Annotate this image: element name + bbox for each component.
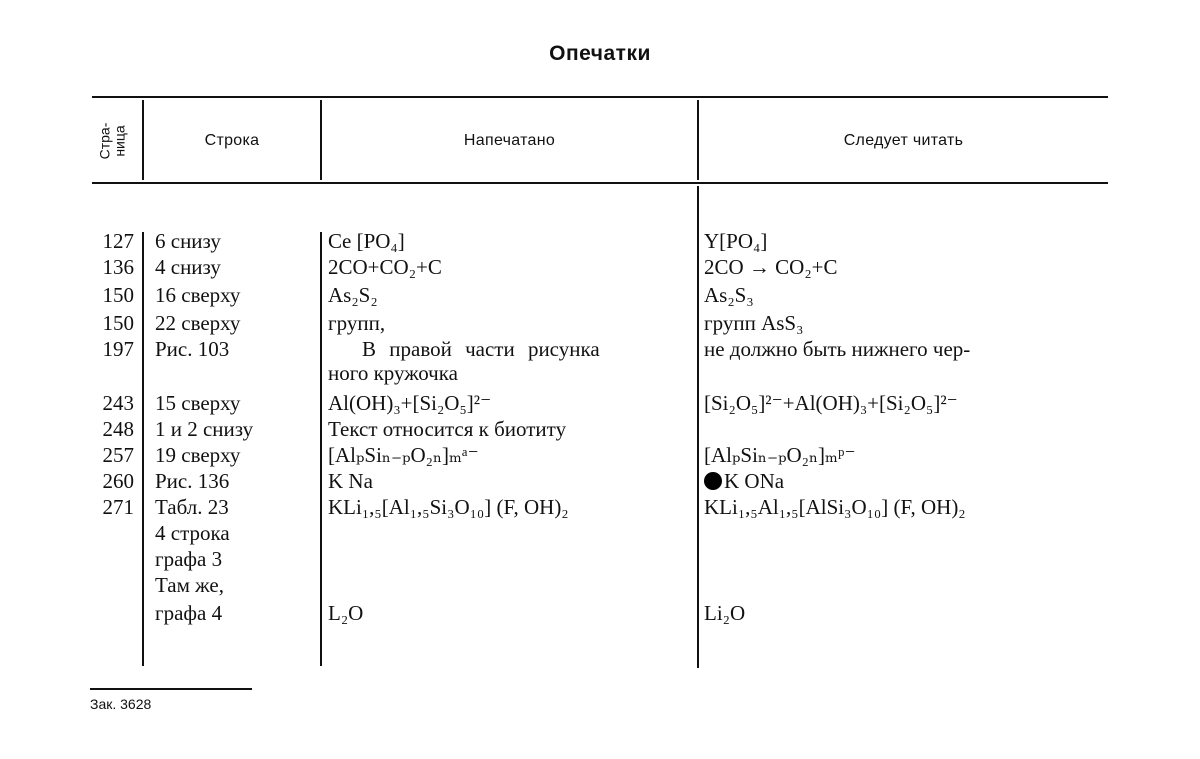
cell-line: 19 сверху [155,443,241,467]
cell-page: 243 [102,391,134,415]
cell-printed: L₂O [328,601,364,625]
cell-correct: групп AsS₃ [704,311,804,335]
cell-line: 15 сверху [155,391,241,415]
cell-printed: [AlₚSiₙ₋ₚO₂ₙ]ₘᵃ⁻ [328,443,479,467]
cell-page: 260 [102,469,134,493]
cell-correct: KLi₁,₅Al₁,₅[AlSi₃O₁₀] (F, OH)₂ [704,495,966,519]
cell-line: 1 и 2 снизу [155,417,254,441]
column-divider-3-body [697,186,699,668]
cell-page: 150 [102,283,134,307]
cell-correct: [Si₂O₅]²⁻+Al(OH)₃+[Si₂O₅]²⁻ [704,391,958,415]
header-correct: Следует читать [843,132,964,149]
cell-printed: Текст относится к биотиту [328,417,567,441]
cell-correct: K ONa [724,469,785,493]
cell-printed: Ce [PO₄] [328,229,405,253]
cell-correct: [AlₚSiₙ₋ₚO₂ₙ]ₘᵖ⁻ [704,443,856,467]
cell-correct: 2CO → CO₂+C [704,255,838,279]
cell-line: 6 снизу [155,229,221,253]
cell-printed: As₂S₂ [328,283,378,307]
cell-correct-with-dot [704,470,784,492]
cell-correct: не должно быть нижнего чер- [704,337,971,361]
cell-line: Там же, [155,573,224,597]
column-divider-1-body [142,232,144,666]
cell-page: 197 [102,337,134,361]
cell-correct: Li₂O [704,601,746,625]
cell-line: 4 снизу [155,255,221,279]
cell-line: 22 сверху [155,311,241,335]
footer-order-number: Зак. 3628 [90,696,152,712]
column-divider-2-body [320,232,322,666]
cell-correct: As₂S₃ [704,283,754,307]
header-page-label: Стра- ница [95,122,127,160]
cell-line: графа 4 [155,601,223,625]
cell-page: 248 [102,417,134,441]
table-top-rule [92,96,1108,98]
cell-line: Табл. 23 [155,495,229,519]
cell-printed: В правой части рисунка [362,337,600,361]
cell-printed: групп, [328,311,386,335]
cell-printed: K Na [328,469,373,493]
cell-page: 257 [102,443,134,467]
cell-line: Рис. 103 [155,337,230,361]
cell-printed: ного кружочка [328,361,458,385]
cell-line: графа 3 [155,547,223,571]
header-printed: Напечатано [463,132,556,149]
cell-line: 16 сверху [155,283,241,307]
header-line: Строка [204,132,260,149]
header-page [84,104,140,178]
cell-line: Рис. 136 [155,469,230,493]
cell-page: 271 [102,495,134,519]
cell-printed: 2CO+CO₂+C [328,255,442,279]
cell-page: 150 [102,311,134,335]
header-bottom-rule [92,182,1108,184]
cell-page: 127 [102,229,134,253]
cell-printed: KLi₁,₅[Al₁,₅Si₃O₁₀] (F, OH)₂ [328,495,569,519]
footer-rule [90,688,252,690]
cell-correct: Y[PO₄] [704,229,768,253]
cell-printed: Al(OH)₃+[Si₂O₅]²⁻ [328,391,492,415]
filled-circle-icon [704,472,722,490]
cell-line: 4 строка [155,521,230,545]
page-title: Опечатки [549,42,651,65]
cell-page: 136 [102,255,134,279]
